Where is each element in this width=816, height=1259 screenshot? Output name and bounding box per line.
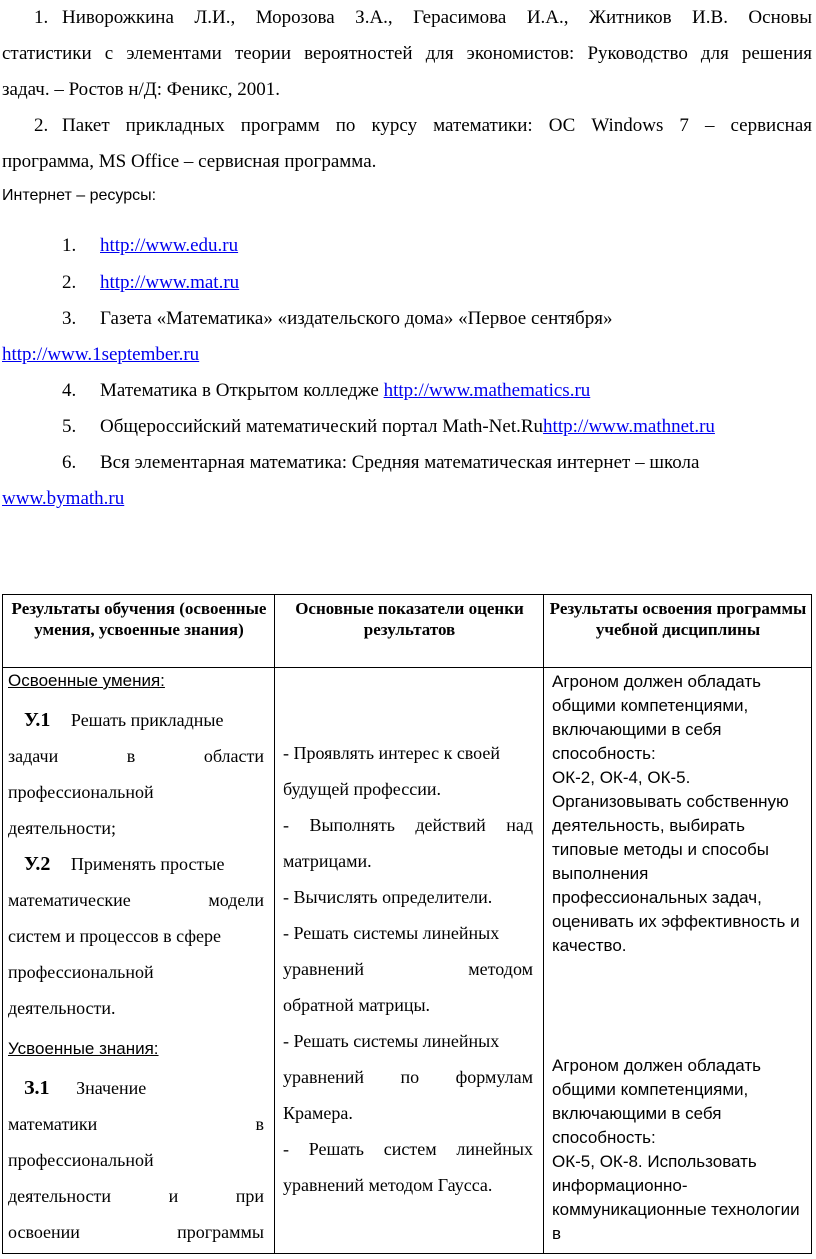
skills-list [8,702,264,1026]
skill-u1-code: У.1 [24,709,51,731]
internet-link-bymath[interactable]: www.bymath.ru [2,488,125,509]
internet-item-text: Газета «Математика» «издательского дома» «Первое сентября» [100,308,613,329]
knowledge-list [8,1070,264,1250]
internet-link-mathematics[interactable]: http://www.mathematics.ru [383,380,591,401]
indicator-line: - Вычислять определители. [283,887,493,907]
knowledge-line: освоении программы [8,1222,264,1242]
internet-item-text: Математика в Открытом колледже [100,380,384,401]
internet-item-line [100,413,715,440]
competence-codes: ОК-2, ОК-4, ОК-5. Организовывать собственную деятельность, выбирать типовые методы и способы выполнения профессиональных задач, оценивать их эффективность и качество. [552,768,800,955]
skill-u2-code: У.2 [24,853,51,875]
literature-item-2-line: программа, MS Office – сервисная программа. [2,151,377,172]
skill-line: задачи в области [8,746,264,766]
internet-heading: Интернет – ресурсы: [2,187,157,204]
literature-item-1-line: задач. – Ростов н/Д: Феникс, 2001. [2,79,281,100]
competence-intro: Агроном должен обладать общими компетенциями, включающими в себя способность: [552,672,762,763]
indicator-line: матрицами. [283,851,372,871]
knowledge-z1-text: Значение [76,1078,147,1098]
internet-item-number: 2. [62,272,77,293]
internet-item-text: Вся элементарная математика: Средняя математическая интернет – школа [100,452,700,473]
knowledge-line: профессиональной [8,1150,154,1170]
indicator-line: обратной матрицы. [283,995,431,1015]
indicator-line: уравнений по формулам [283,1067,533,1087]
skill-line: профессиональной [8,782,154,802]
indicator-line: Крамера. [283,1103,353,1123]
table-header-divider [2,667,812,668]
table-header-program-results: Результаты освоения программы учебной дисциплины [549,599,807,639]
indicator-line: - Выполнять действий над [283,815,533,835]
internet-item-number: 6. [62,452,77,473]
indicator-line: - Решать систем линейных [283,1139,533,1159]
skill-u2-text: Применять простые [70,854,225,874]
table-header-learning-results: Результаты обучения (освоенные умения, усвоенные знания) [11,599,267,639]
skills-label: Освоенные умения: [8,671,165,690]
skill-line: математические модели [8,890,264,910]
competence-block-2 [552,1054,808,1246]
indicator-line: - Решать системы линейных [283,1031,500,1051]
literature-item-1-line: статистики с элементами теории вероятностей для экономистов: Руководство для решения [2,43,812,64]
skill-u1-text: Решать прикладные [70,710,224,730]
table-column-divider [274,594,275,1254]
internet-link-1september[interactable]: http://www.1september.ru [2,344,200,365]
literature-item-1-line: Ниворожкина Л.И., Морозова З.А., Герасимова И.А., Житников И.В. Основы [62,7,812,28]
internet-item-line [100,377,590,404]
indicator-line: уравнений методом [283,959,533,979]
literature-item-1-number: 1. [34,7,49,28]
internet-item-number: 5. [62,416,77,437]
competence-intro: Агроном должен обладать общими компетенциями, включающими в себя способность: [552,1056,762,1147]
literature-item-2-line: Пакет прикладных программ по курсу математики: ОС Windows 7 – сервисная [62,115,812,136]
internet-link-mat[interactable]: http://www.mat.ru [100,272,240,293]
table-header-indicators: Основные показатели оценки результатов [295,599,524,639]
skill-u2 [8,846,264,882]
indicator-line: - Решать системы линейных [283,923,500,943]
internet-item-number: 3. [62,308,77,329]
skill-line: систем и процессов в сфере [8,926,222,946]
internet-link-mathnet[interactable]: http://www.mathnet.ru [543,416,715,437]
knowledge-line: деятельности и при [8,1186,264,1206]
skill-line: деятельности; [8,818,117,838]
competence-codes: ОК-5, ОК-8. Использовать информационно-коммуникационные технологии в [552,1152,800,1243]
knowledge-z1-code: З.1 [24,1077,50,1099]
knowledge-z1 [8,1070,264,1106]
competence-block-1 [552,670,808,958]
literature-item-2-number: 2. [34,115,49,136]
internet-item-text: Общероссийский математический портал Math-Net.Ru [100,416,544,437]
internet-link-edu[interactable]: http://www.edu.ru [100,235,239,256]
skill-line: деятельности. [8,998,116,1018]
table-column-divider [543,594,544,1254]
indicator-line: - Проявлять интерес к своей [283,743,501,763]
internet-item-number: 1. [62,235,77,256]
knowledge-line: математики в [8,1114,264,1134]
indicators-list [283,735,533,1203]
indicator-line: уравнений методом Гаусса. [283,1175,493,1195]
internet-item-number: 4. [62,380,77,401]
knowledge-label: Усвоенные знания: [8,1039,159,1058]
skill-u1 [8,702,264,738]
indicator-line: будущей профессии. [283,779,441,799]
skill-line: профессиональной [8,962,154,982]
